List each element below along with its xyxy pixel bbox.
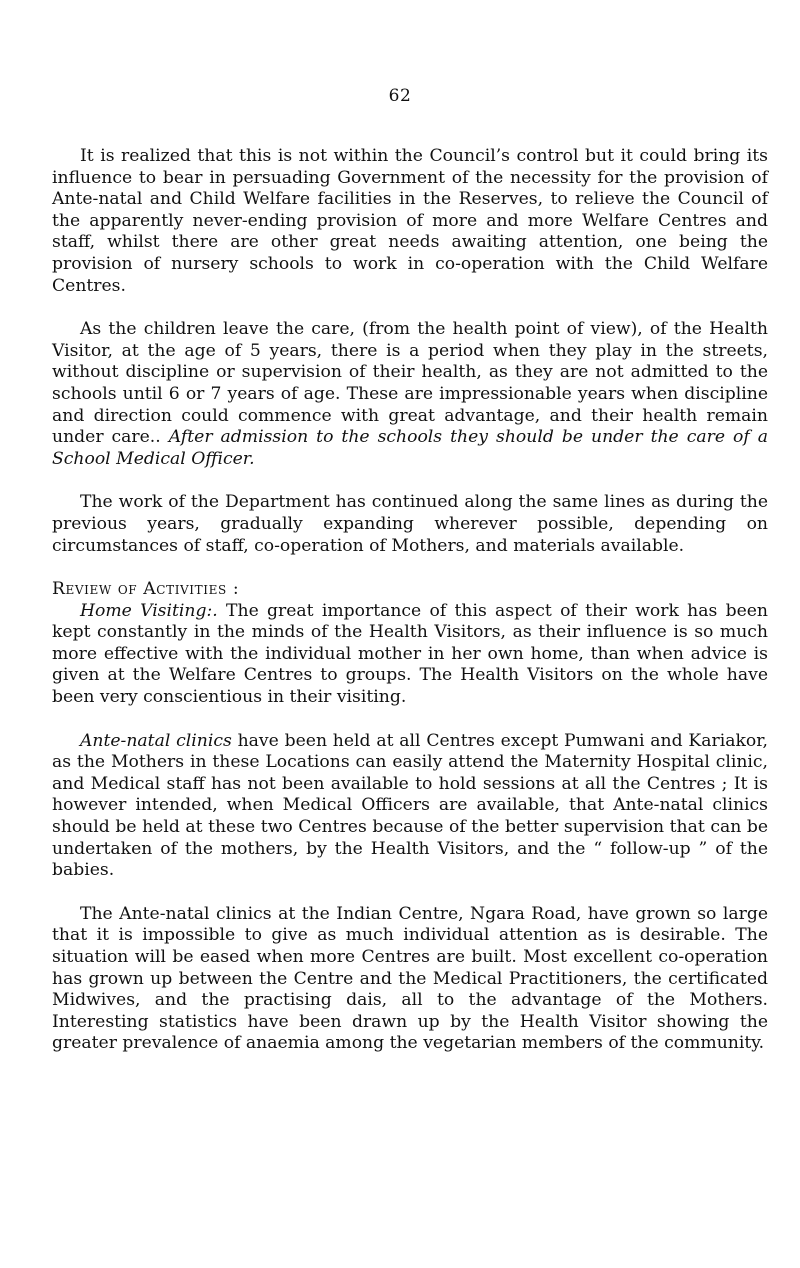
paragraph-text: The great importance of this aspect of their work has been kept constantly in the minds of the Health Visitors, as their influence is so much more effective with the individual mother in her own home, than when advice is given at the Welfare Centres to groups. The Health Visitors on the whole have been very conscientious in their visiting. — [52, 600, 768, 708]
paragraph-council-influence: It is realized that this is not within the Council’s control but it could bring its influence to bear in persuading Government of the necessity for the provision of Ante-natal and Child Welfare facilities in the Reserves, to relieve the Council of the apparently never-ending provision of more and more Welfare Centres and staff, whilst there are other great needs awaiting attention, one being the provision of nursery schools to work in co-operation with the Child Welfare Centres. — [52, 146, 768, 296]
paragraph-indian-centre: The Ante-natal clinics at the Indian Centre, Ngara Road, have grown so large that it is impossible to give as much individual attention as is desirable. The situation will be eased when more Centres are built. Most excellent co-operation has grown up between the Centre and the Medical Practitioners, the certificated Midwives, and the practising dais, all to the advantage of the Mothers. Interesting statistics have been drawn up by the Health Visitor showing the greater prevalence of anaemia among the vegetarian members of the community. — [52, 903, 768, 1054]
subheading-ante-natal-clinics: Ante-natal clinics — [80, 730, 232, 751]
document-body — [52, 146, 768, 1055]
italic-emphasis: After admission to the schools they should be under the care of a School Medical Officer. — [52, 427, 768, 469]
paragraph-ante-natal-clinics — [52, 731, 768, 882]
subheading-home-visiting: Home Visiting:. — [80, 600, 218, 621]
paragraph-home-visiting — [52, 601, 768, 709]
paragraph-text: As the children leave the care, (from the health point of view), of the Health Visitor, at the age of 5 years, there is a period when they play in the streets, without discipline or supervision of their health, as they are not admitted to the schools until 6 or 7 years of age. These are impressionable years when discipline and direction could commence with great advantage, and their health remain under care.. — [52, 319, 768, 448]
paragraph-department-work: The work of the Department has continued along the same lines as during the previous years, gradually expanding wherever possible, depending on circumstances of staff, co-operation of Mothers, and materials available. — [52, 492, 768, 556]
paragraph-text: have been held at all Centres except Pumwani and Kariakor, as the Mothers in these Locations can easily attend the Maternity Hospital clinic, and Medical staff has not been available to hold sessions at all the Centres ; It is however intended, when Medical Officers are available, that Ante-natal clinics should be held at these two Centres because of the better supervision that can be undertaken of the mothers, by the Health Visitors, and the “ follow-up ” of the babies. — [52, 730, 769, 881]
paragraph-health-visitor-age — [52, 319, 768, 470]
section-heading: Review of Activities : — [52, 579, 240, 600]
page-number: 62 — [388, 86, 412, 106]
